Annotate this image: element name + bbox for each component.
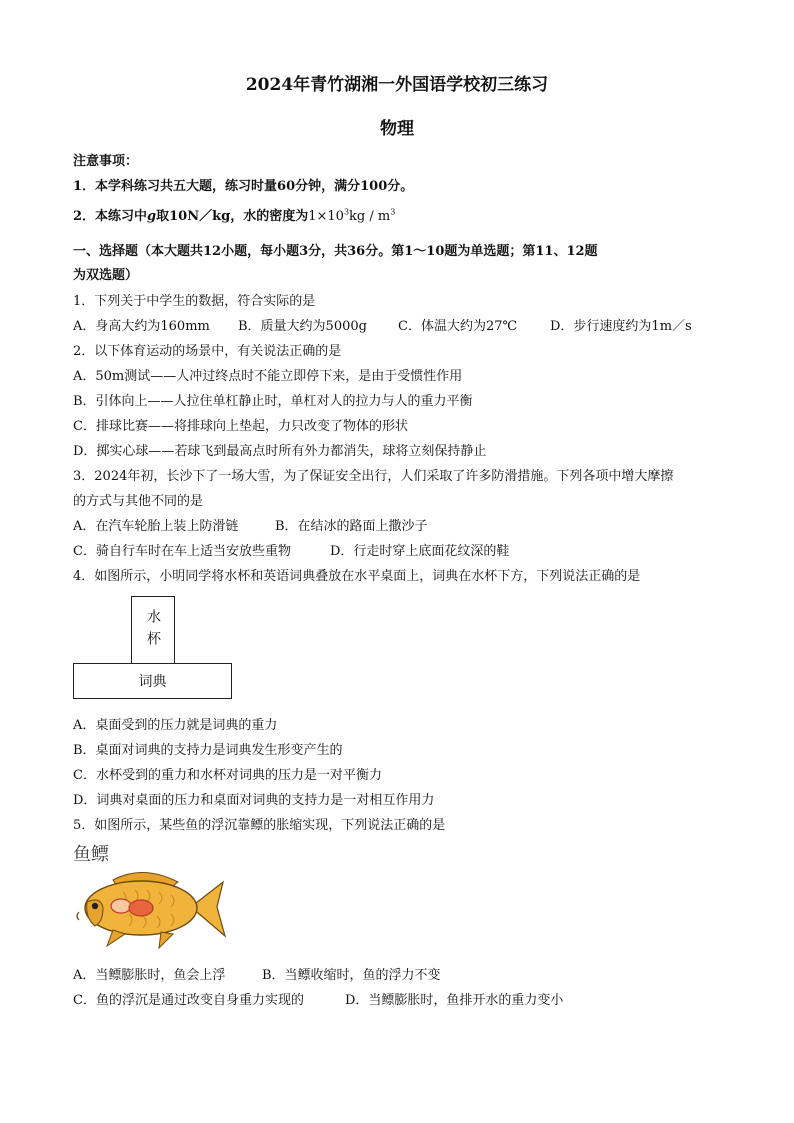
- q3-option-c: C．骑自行车时在车上适当安放些重物: [73, 544, 291, 559]
- q1-option-b: B．质量大约为5000g: [238, 319, 367, 334]
- q2-option-c: C．排球比赛——将排球向上垫起，力只改变了物体的形状: [73, 419, 408, 434]
- q1-option-c: C．体温大约为27℃: [398, 319, 518, 334]
- density-coef: 1×10: [308, 209, 344, 224]
- q3-stem-line2: 的方式与其他不同的是: [73, 494, 204, 509]
- q5-stem: 5．如图所示，某些鱼的浮沉靠鳔的胀缩实现，下列说法正确的是: [73, 818, 446, 833]
- density-exp: 3: [343, 207, 350, 217]
- q4-stem: 4．如图所示，小明同学将水杯和英语词典叠放在水平桌面上，词典在水杯下方，下列说法正确的是: [73, 569, 641, 584]
- q1-stem: 1．下列关于中学生的数据，符合实际的是: [73, 294, 316, 309]
- fish-bladder-label: 鱼鳔: [73, 844, 109, 865]
- swim-bladder-front: [111, 899, 131, 913]
- density-value: [308, 209, 395, 224]
- q5-option-d: D．当鳔膨胀时，鱼排开水的重力变小: [345, 993, 564, 1008]
- swim-bladder-rear: [129, 900, 153, 916]
- q4-option-c: C．水杯受到的重力和水杯对词典的压力是一对平衡力: [73, 768, 382, 783]
- q5-figure: [73, 840, 233, 950]
- water-cup-label: 水杯: [145, 608, 161, 653]
- q5-option-a: A．当鳔膨胀时，鱼会上浮: [73, 968, 226, 983]
- q4-option-b: B．桌面对词典的支持力是词典发生形变产生的: [73, 743, 343, 758]
- fish-illustration: [73, 862, 233, 952]
- q3-option-d: D．行走时穿上底面花纹深的鞋: [330, 544, 510, 559]
- dictionary-box: [73, 663, 232, 699]
- notes-item-2: [73, 205, 395, 224]
- q3-option-a: A．在汽车轮胎上装上防滑链: [73, 519, 239, 534]
- q2-option-a: A．50m测试——人冲过终点时不能立即停下来，是由于受惯性作用: [73, 369, 463, 384]
- q4-figure: [73, 596, 233, 700]
- notes-heading: 注意事项：: [73, 154, 139, 169]
- notes-item-2-g: g: [147, 209, 157, 224]
- exam-title: 2024年青竹湖湘一外国语学校初三练习: [245, 75, 549, 95]
- fish-eye: [92, 903, 98, 909]
- q2-option-d: D．掷实心球——若球飞到最高点时所有外力都消失，球将立刻保持静止: [73, 444, 487, 459]
- section1-heading-line1: 一、选择题（本大题共12小题，每小题3分，共36分。第1～10题为单选题；第11、12题: [73, 244, 598, 259]
- notes-item-2-mid: 取10N／kg，水的密度为: [156, 209, 309, 224]
- q1-option-d: D．步行速度约为1m／s: [550, 319, 692, 334]
- water-cup-box: [131, 596, 175, 665]
- q2-option-b: B．引体向上——人拉住单杠静止时，单杠对人的拉力与人的重力平衡: [73, 394, 473, 409]
- q3-stem-line1: 3．2024年初，长沙下了一场大雪，为了保证安全出行，人们采取了许多防滑措施。下列各项中增大摩擦: [73, 469, 674, 484]
- density-unit: kg / m: [349, 209, 391, 224]
- dictionary-label: 词典: [138, 674, 167, 690]
- q5-option-b: B．当鳔收缩时，鱼的浮力不变: [262, 968, 441, 983]
- exam-subject: 物理: [380, 119, 414, 139]
- notes-item-2-prefix: 2．本练习中: [73, 209, 148, 224]
- q4-option-d: D．词典对桌面的压力和桌面对词典的支持力是一对相互作用力: [73, 793, 435, 808]
- density-unit-exp: 3: [390, 207, 396, 217]
- q2-stem: 2．以下体育运动的场景中，有关说法正确的是: [73, 344, 342, 359]
- q1-option-a: A．身高大约为160mm: [73, 319, 210, 334]
- q5-option-c: C．鱼的浮沉是通过改变自身重力实现的: [73, 993, 304, 1008]
- fish-anal-fin: [159, 932, 173, 948]
- fish-barbel: [77, 912, 79, 920]
- q3-option-b: B．在结冰的路面上撒沙子: [275, 519, 428, 534]
- notes-item-1: 1．本学科练习共五大题，练习时量60分钟，满分100分。: [73, 179, 414, 194]
- q4-option-a: A．桌面受到的压力就是词典的重力: [73, 718, 278, 733]
- section1-heading-line2: 为双选题）: [73, 268, 139, 283]
